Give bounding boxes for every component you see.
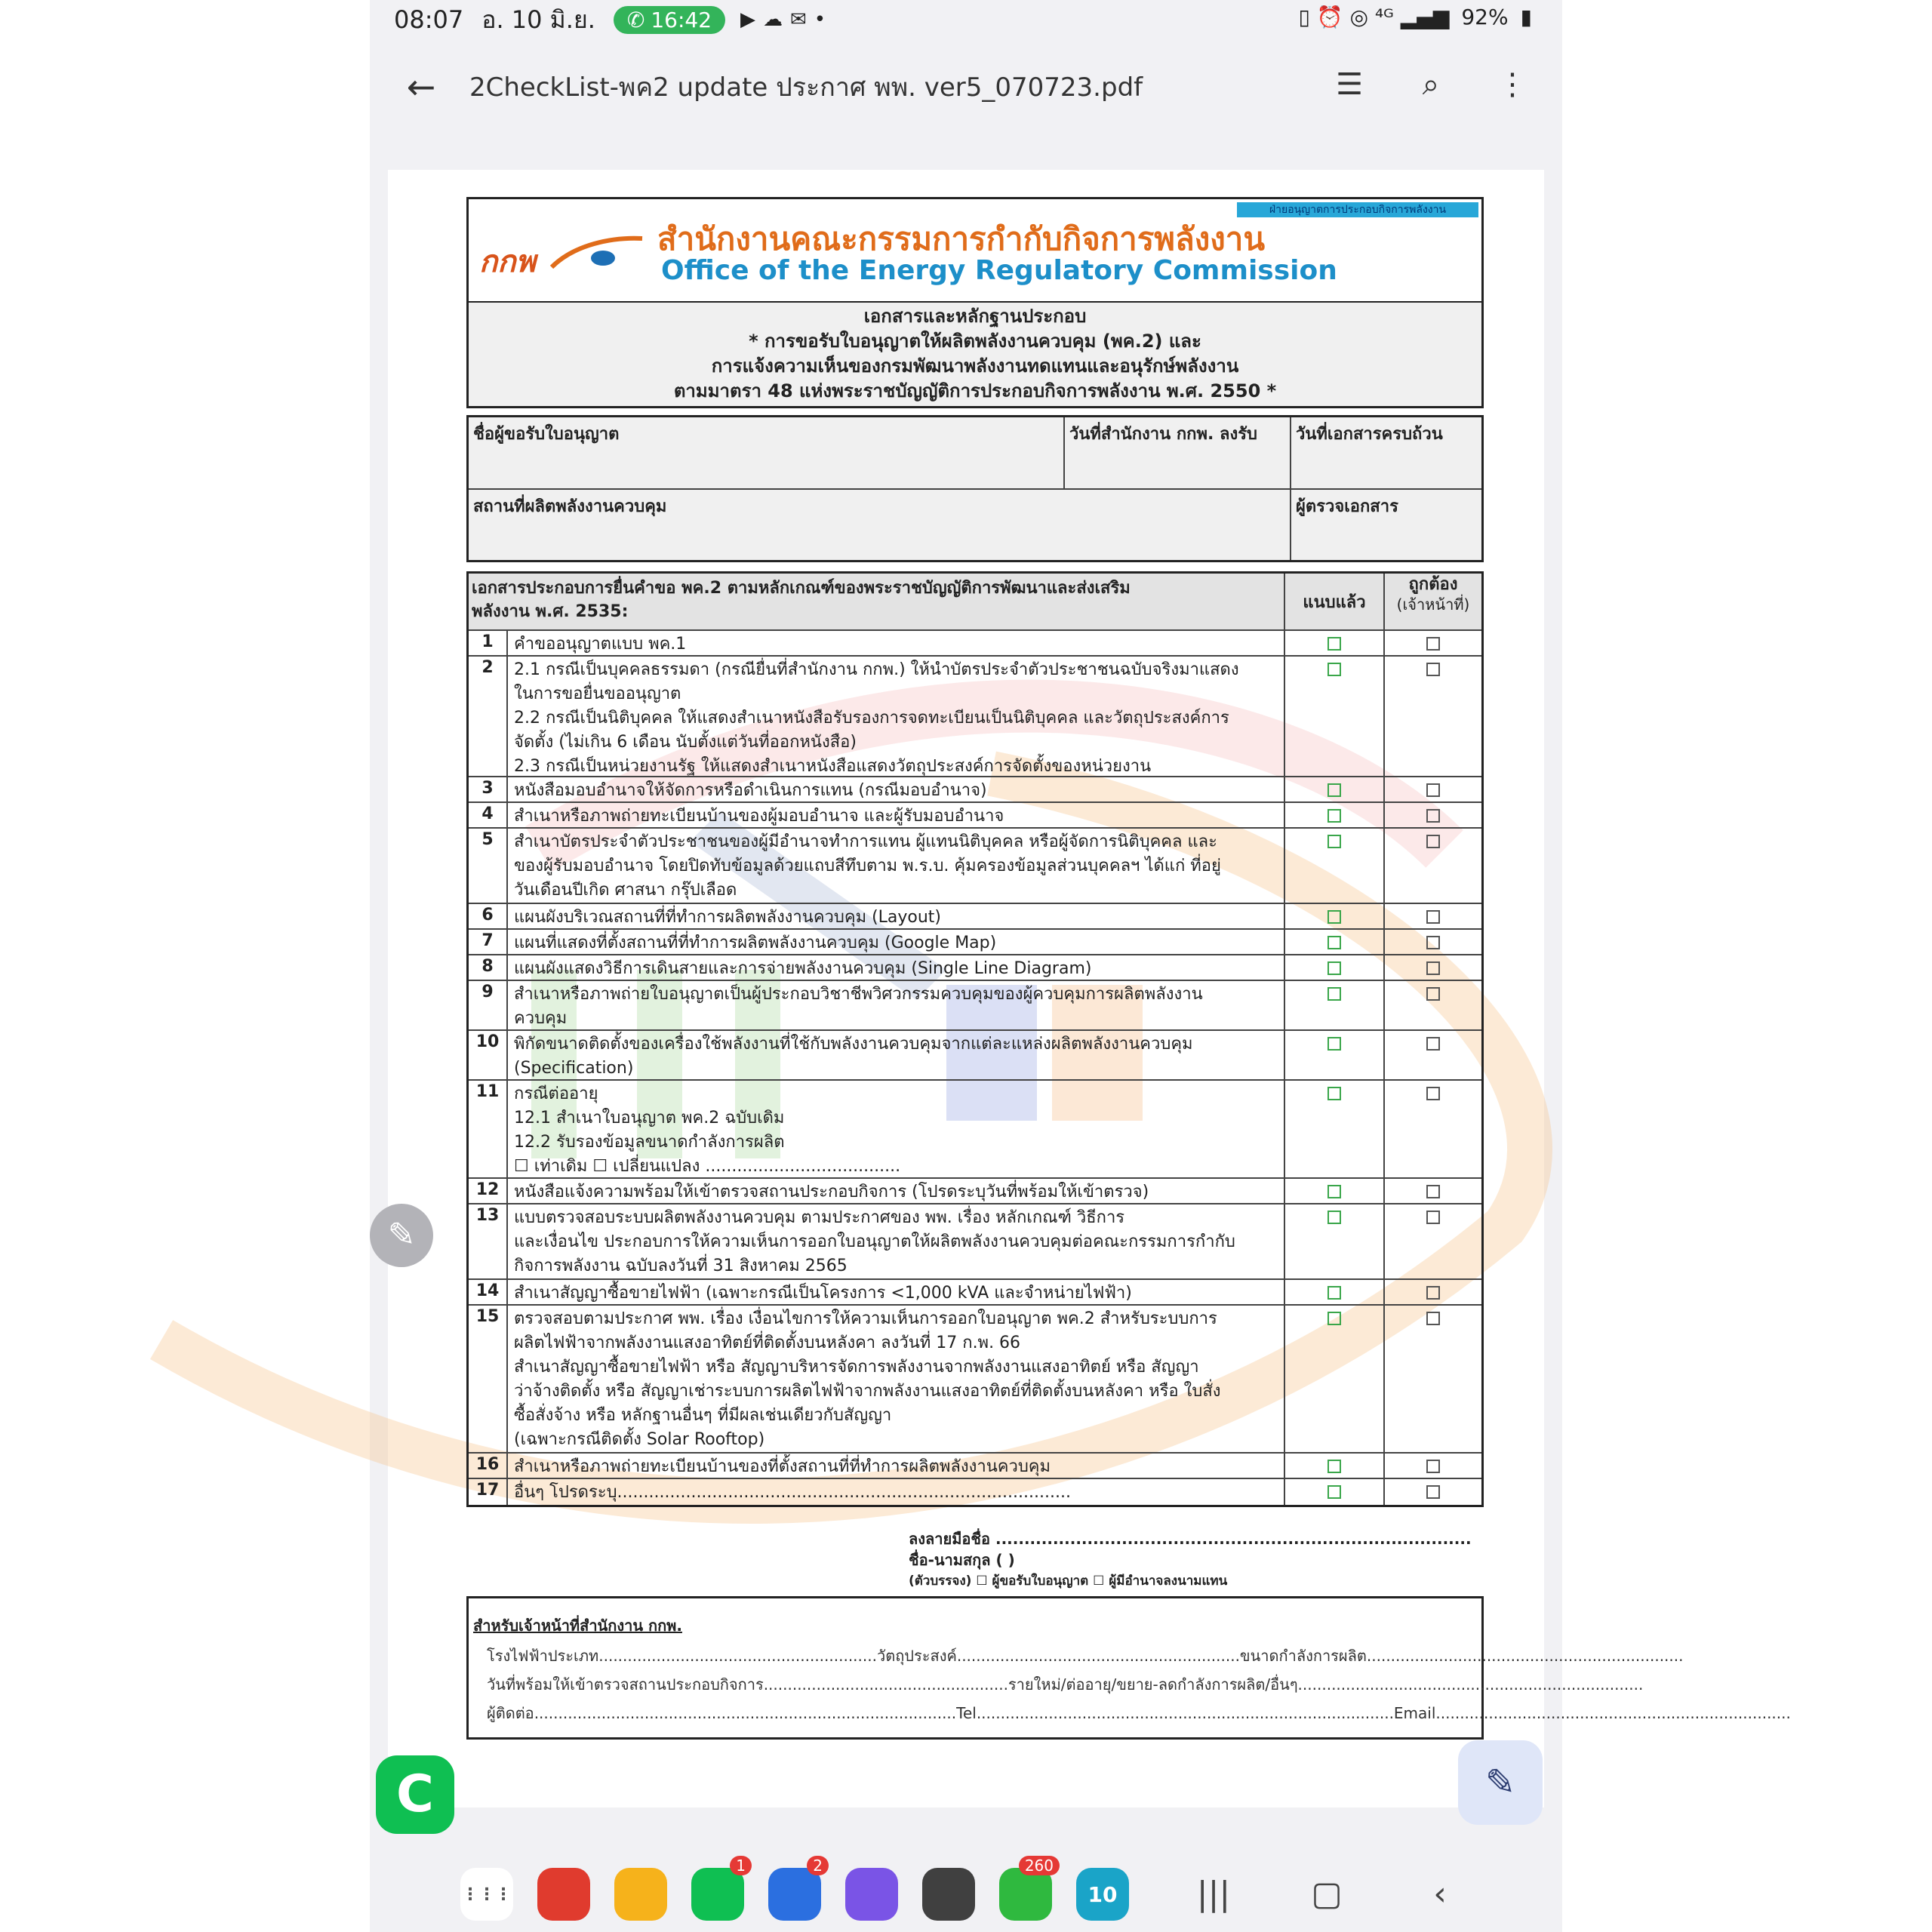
row-number: 3 <box>469 777 508 801</box>
attached-cell <box>1284 955 1383 980</box>
attached-checkbox[interactable] <box>1327 1211 1341 1224</box>
row-description: คำขออนุญาตแบบ พค.1 <box>514 635 687 654</box>
checklist-row <box>469 777 1481 803</box>
camera-app-icon[interactable] <box>922 1868 975 1921</box>
row-description: หนังสือแจ้งความพร้อมให้เข้าตรวจสถานประกอบกิจการ (โปรดระบุวันที่พร้อมให้เข้าตรวจ) <box>514 1183 1149 1201</box>
checklist-row <box>469 829 1481 904</box>
row-number: 6 <box>469 904 508 928</box>
attached-checkbox[interactable] <box>1327 1185 1341 1198</box>
pdf-page[interactable] <box>388 170 1791 1807</box>
role-line: (ตัวบรรจง) ☐ ผู้ขอรับใบอนุญาต ☐ ผู้มีอำนาจลงนามแทน <box>909 1574 1228 1589</box>
attached-checkbox[interactable] <box>1327 1286 1341 1300</box>
correct-checkbox[interactable] <box>1426 961 1440 975</box>
attached-checkbox[interactable] <box>1327 835 1341 848</box>
files-app-icon[interactable] <box>614 1868 667 1921</box>
row-description: กรณีต่ออายุ 12.1 สำเนาใบอนุญาต พค.2 ฉบับเดิม 12.2 รับรองข้อมูลขนาดกำลังการผลิต ☐ เท่าเดิม ☐ เปลี่ยนแปลง ..................................... <box>514 1084 901 1176</box>
more-vert-icon[interactable]: ⋮ <box>1497 67 1527 102</box>
c-app-floating-icon[interactable]: C <box>376 1755 454 1834</box>
row-description: ตรวจสอบตามประกาศ พพ. เรื่อง เงื่อนไขการให้ความเห็นการออกใบอนุญาต พค.2 สำหรับระบบการ ผลิตไฟฟ้าจากพลังงานแสงอาทิตย์ที่ติดตั้งบนหลังคา ลงวันที่ 17 ก.พ. 66 สำเนาสัญญาซื้อขายไฟฟ้า หรือ สัญญาบริหารจัดการพลังงานจากพลังงานแสงอาทิตย์ หรือ สัญญา ว่าจ้างติดตั้ง หรือ สัญญาเช่าระบบการผลิตไฟฟ้าจากพลังงานแสงอาทิตย์ที่ติดตั้งบนหลังคา หรือ ใบสั่ง ซื้อสั่งจ้าง หรือ หลักฐานอื่นๆ ที่มีผลเช่นเดียวกับสัญญา (เฉพาะกรณีติดตั้ง Solar Rooftop) <box>514 1309 1221 1449</box>
document-intro <box>466 303 1484 408</box>
erc-logo: กกพ <box>479 245 536 279</box>
complete-date-field: วันที่เอกสารครบถ้วน <box>1291 417 1481 490</box>
calendar-date: 10 <box>1088 1881 1118 1907</box>
correct-cell <box>1383 1280 1481 1304</box>
row-number: 12 <box>469 1179 508 1203</box>
checklist-row <box>469 1204 1481 1280</box>
status-right <box>1299 5 1532 29</box>
status-date: อ. 10 มิ.ย. <box>481 5 595 34</box>
correct-cell <box>1383 955 1481 980</box>
correct-cell <box>1383 1031 1481 1079</box>
row-description: แผนผังแสดงวิธีการเดินสายและการจ่ายพลังงานควบคุม (Single Line Diagram) <box>514 959 1092 978</box>
status-bar <box>370 0 1562 39</box>
row-number: 11 <box>469 1081 508 1177</box>
correct-checkbox[interactable] <box>1426 1185 1440 1198</box>
attached-checkbox[interactable] <box>1327 1037 1341 1051</box>
correct-cell <box>1383 930 1481 954</box>
correct-checkbox[interactable] <box>1426 1037 1440 1051</box>
attached-cell <box>1284 803 1383 827</box>
calendar-app-icon[interactable] <box>1076 1868 1129 1921</box>
row-number: 2 <box>469 657 508 776</box>
recents-icon[interactable]: ||| <box>1196 1875 1231 1913</box>
correct-cell <box>1383 631 1481 655</box>
attached-cell <box>1284 1280 1383 1304</box>
row-description: อื่นๆ โปรดระบุ...................................................................................... <box>514 1483 1071 1502</box>
dock-apps <box>460 1857 1153 1921</box>
location-field: สถานที่ผลิตพลังงานควบคุม <box>469 490 1291 560</box>
purple-app-icon[interactable] <box>845 1868 898 1921</box>
attached-cell <box>1284 1479 1383 1505</box>
attached-checkbox[interactable] <box>1327 663 1341 676</box>
row-description: แผนที่แสดงที่ตั้งสถานที่ที่ทำการผลิตพลังงานควบคุม (Google Map) <box>514 934 997 952</box>
phone-icon: ✆ <box>626 7 645 32</box>
app-drawer-icon[interactable]: ⋮⋮⋮ <box>460 1868 513 1921</box>
checklist-row <box>469 1454 1481 1479</box>
intro-line: ตามมาตรา 48 แห่งพระราชบัญญัติการประกอบกิจการพลังงาน พ.ศ. 2550 * <box>673 380 1277 401</box>
row-description: แผนผังบริเวณสถานที่ที่ทำการผลิตพลังงานควบคุม (Layout) <box>514 908 942 927</box>
attached-checkbox[interactable] <box>1327 1087 1341 1100</box>
attached-cell <box>1284 1454 1383 1478</box>
row-number: 5 <box>469 829 508 903</box>
attached-checkbox[interactable] <box>1327 936 1341 949</box>
attached-cell <box>1284 1306 1383 1452</box>
checklist-row <box>469 1280 1481 1306</box>
header-ribbon: ฝ่ายอนุญาตการประกอบกิจการพลังงาน <box>1237 202 1478 217</box>
reviewer-field: ผู้ตรวจเอกสาร <box>1296 497 1398 516</box>
correct-cell <box>1383 1479 1481 1505</box>
document-header <box>466 197 1484 303</box>
intro-line: เอกสารและหลักฐานประกอบ <box>863 306 1087 327</box>
attached-checkbox[interactable] <box>1327 809 1341 823</box>
correct-cell <box>1383 803 1481 827</box>
officer-line: ผู้ติดต่อ........................................................................................Tel.......................................................................................Email.......................................................................... <box>487 1704 1791 1722</box>
notification-badge: 1 <box>730 1856 752 1875</box>
correct-cell <box>1383 981 1481 1029</box>
officer-line: วันที่พร้อมให้เข้าตรวจสถานประกอบกิจการ...................................................รายใหม่/ต่ออายุ/ขยาย-ลดกำลังการผลิต/อื่นๆ........................................................................ <box>487 1675 1644 1694</box>
checklist-row <box>469 631 1481 657</box>
correct-cell <box>1383 829 1481 903</box>
checklist-row <box>469 1081 1481 1179</box>
correct-label: ถูกต้อง <box>1408 575 1458 594</box>
notification-icons: ▶☁✉• <box>740 8 834 31</box>
correct-cell <box>1383 904 1481 928</box>
messages-app-icon[interactable] <box>768 1857 823 1921</box>
row-number: 17 <box>469 1479 508 1505</box>
correct-cell <box>1383 1454 1481 1478</box>
attached-checkbox[interactable] <box>1327 987 1341 1001</box>
applicant-name-field: ชื่อผู้ขอรับใบอนุญาต <box>469 417 1065 490</box>
officer-line: โรงไฟฟ้าประเภท..........................................................วัตถุประสงค์...........................................................ขนาดกำลังการผลิต.................................................................. <box>487 1647 1684 1665</box>
attached-cell <box>1284 930 1383 954</box>
back-nav-icon[interactable]: ‹ <box>1433 1875 1447 1913</box>
row-number: 4 <box>469 803 508 827</box>
correct-checkbox[interactable] <box>1426 936 1440 949</box>
checklist-row <box>469 1306 1481 1454</box>
checklist-rows <box>469 631 1481 1505</box>
row-number: 7 <box>469 930 508 954</box>
row-number: 13 <box>469 1204 508 1278</box>
correct-checkbox[interactable] <box>1426 910 1440 924</box>
correct-checkbox[interactable] <box>1426 1312 1440 1325</box>
checklist-row <box>469 904 1481 930</box>
checklist-row <box>469 981 1481 1031</box>
home-icon[interactable]: ▢ <box>1311 1875 1343 1913</box>
find-in-document-icon[interactable]: ⌕ <box>1422 67 1440 102</box>
attached-cell <box>1284 1204 1383 1278</box>
correct-cell <box>1383 1081 1481 1177</box>
row-number: 1 <box>469 631 508 655</box>
correct-cell <box>1383 1204 1481 1278</box>
attached-cell <box>1284 904 1383 928</box>
intro-line: การแจ้งความเห็นของกรมพัฒนาพลังงานทดแทนและอนุรักษ์พลังงาน <box>711 355 1239 377</box>
applicant-info-table <box>466 415 1484 562</box>
signature-block <box>909 1528 1472 1592</box>
row-number: 16 <box>469 1454 508 1478</box>
row-description: สำเนาหรือภาพถ่ายทะเบียนบ้านของผู้มอบอำนาจ และผู้รับมอบอำนาจ <box>514 807 1004 826</box>
row-description: พิกัดขนาดติดตั้งของเครื่องใช้พลังงานที่ใช้กับพลังงานควบคุมจากแต่ละแหล่งผลิตพลังงานควบคุม (Specification) <box>514 1035 1193 1078</box>
attached-checkbox[interactable] <box>1327 1460 1341 1473</box>
document-checklist-table <box>466 571 1484 1507</box>
attached-checkbox[interactable] <box>1327 783 1341 797</box>
line-app-icon[interactable] <box>999 1857 1054 1921</box>
status-time: 08:07 <box>394 5 464 34</box>
officer-section <box>466 1596 1791 1740</box>
attached-checkbox[interactable] <box>1327 910 1341 924</box>
correct-checkbox[interactable] <box>1426 809 1440 823</box>
correct-checkbox[interactable] <box>1426 637 1440 651</box>
taskbar-dock <box>370 1857 1562 1932</box>
correct-cell <box>1383 657 1481 776</box>
checklist-row <box>469 1479 1481 1505</box>
attached-cell <box>1284 981 1383 1029</box>
row-number: 9 <box>469 981 508 1029</box>
comments-icon[interactable]: ☰ <box>1336 67 1363 102</box>
org-name-thai: สำนักงานคณะกรรมการกำกับกิจการพลังงาน <box>657 220 1266 257</box>
correct-checkbox[interactable] <box>1426 987 1440 1001</box>
ongoing-call-chip[interactable] <box>614 6 725 34</box>
correct-column-header <box>1383 574 1481 629</box>
checklist-header-desc: เอกสารประกอบการยื่นคำขอ พค.2 ตามหลักเกณฑ์ของพระราชบัญญัติการพัฒนาและส่งเสริม พลังงาน พ.ศ. 2535: <box>472 579 1131 621</box>
call-timer: 16:42 <box>651 7 712 32</box>
annotate-pen-icon[interactable]: ✎ <box>1458 1740 1543 1825</box>
signal-icons: ▯ ⏰ ◎ ⁴ᴳ ▂▄▆ <box>1298 5 1450 29</box>
intro-line: * การขอรับใบอนุญาตให้ผลิตพลังงานควบคุม (พค.2) และ <box>749 331 1201 352</box>
row-number: 15 <box>469 1306 508 1452</box>
row-description: 2.1 กรณีเป็นบุคคลธรรมดา (กรณียื่นที่สำนักงาน กกพ.) ให้นำบัตรประจำตัวประชาชนฉบับจริงมาแสดง ในการขอยื่นขออนุญาต 2.2 กรณีเป็นนิติบุคคล ให้แสดงสำเนาหนังสือรับรองการจดทะเบียนเป็นนิติบุคคล และวัตถุประสงค์การ จัดตั้ง (ไม่เกิน 6 เดือน นับตั้งแต่วันที่ออกหนังสือ) 2.3 กรณีเป็นหน่วยงานรัฐ ให้แสดงสำเนาหนังสือแสดงวัตถุประสงค์การจัดตั้งของหน่วยงาน <box>514 660 1239 776</box>
checklist-row <box>469 930 1481 955</box>
document-title: 2CheckList-พค2 update ประกาศ พพ. ver5_070723.pdf <box>469 72 1143 103</box>
row-number: 14 <box>469 1280 508 1304</box>
received-date-field: วันที่สำนักงาน กกพ. ลงรับ <box>1065 417 1291 490</box>
app-bar-actions <box>1330 65 1532 104</box>
battery-icon: ▮ <box>1520 5 1532 29</box>
checklist-row <box>469 955 1481 981</box>
attached-cell <box>1284 829 1383 903</box>
row-description: สำเนาหรือภาพถ่ายใบอนุญาตเป็นผู้ประกอบวิชาชีพวิศวกรรมควบคุมของผู้ควบคุมการผลิตพลังงาน ควบคุม <box>514 985 1203 1028</box>
correct-cell <box>1383 777 1481 801</box>
officer-title: สำหรับเจ้าหน้าที่สำนักงาน กกพ. <box>473 1617 682 1635</box>
back-arrow-icon[interactable]: ← <box>406 66 436 107</box>
attached-checkbox[interactable] <box>1327 637 1341 651</box>
correct-checkbox[interactable] <box>1426 1460 1440 1473</box>
correct-checkbox[interactable] <box>1426 1485 1440 1499</box>
row-description: หนังสือมอบอำนาจให้จัดการหรือดำเนินการแทน (กรณีมอบอำนาจ) <box>514 781 987 800</box>
attached-cell <box>1284 777 1383 801</box>
checklist-row <box>469 1179 1481 1204</box>
row-number: 10 <box>469 1031 508 1079</box>
org-name-english: Office of the Energy Regulatory Commission <box>661 255 1337 286</box>
attached-checkbox[interactable] <box>1327 961 1341 975</box>
c-app-icon[interactable] <box>691 1857 746 1921</box>
attached-checkbox[interactable] <box>1327 1312 1341 1325</box>
correct-cell <box>1383 1179 1481 1203</box>
correct-checkbox[interactable] <box>1426 1087 1440 1100</box>
edit-icon[interactable]: ✎ <box>370 1204 433 1267</box>
row-description: แบบตรวจสอบระบบผลิตพลังงานควบคุม ตามประกาศของ พพ. เรื่อง หลักเกณฑ์ วิธีการ และเงื่อนไข ประกอบการให้ความเห็นการออกใบอนุญาตให้ผลิตพลังงานควบคุมต่อคณะกรรมการกำกับ กิจการพลังงาน ฉบับลงวันที่ 31 สิงหาคม 2565 <box>514 1208 1235 1275</box>
row-description: สำเนาสัญญาซื้อขายไฟฟ้า (เฉพาะกรณีเป็นโครงการ <1,000 kVA และจำหน่ายไฟฟ้า) <box>514 1284 1132 1303</box>
battery-level: 92% <box>1461 5 1509 29</box>
attached-cell <box>1284 657 1383 776</box>
attached-cell <box>1284 1031 1383 1079</box>
checklist-row <box>469 657 1481 777</box>
checklist-row <box>469 1031 1481 1081</box>
correct-cell <box>1383 1306 1481 1452</box>
app-bar <box>370 45 1562 128</box>
attached-checkbox[interactable] <box>1327 1485 1341 1499</box>
correct-checkbox[interactable] <box>1426 783 1440 797</box>
notification-badge: 260 <box>1019 1856 1060 1875</box>
attached-column-header: แนบแล้ว <box>1284 574 1383 629</box>
checklist-header-row <box>469 574 1481 631</box>
notification-badge: 2 <box>807 1856 829 1875</box>
correct-checkbox[interactable] <box>1426 835 1440 848</box>
checklist-row <box>469 803 1481 829</box>
row-description: สำเนาบัตรประจำตัวประชาชนของผู้มีอำนาจทำการแทน ผู้แทนนิติบุคคล หรือผู้จัดการนิติบุคคล และ ของผู้รับมอบอำนาจ โดยปิดทับข้อมูลด้วยแถบสีทึบตาม พ.ร.บ. คุ้มครองข้อมูลส่วนบุคคลฯ ได้แก่ ที่อยู่ วันเดือนปีเกิด ศาสนา กรุ๊ปเลือด <box>514 832 1221 900</box>
red-app-icon[interactable] <box>537 1868 590 1921</box>
attached-cell <box>1284 1179 1383 1203</box>
correct-checkbox[interactable] <box>1426 1286 1440 1300</box>
attached-cell <box>1284 1081 1383 1177</box>
signature-line: ลงลายมือชื่อ ................................................................................... <box>909 1530 1472 1548</box>
row-description: สำเนาหรือภาพถ่ายทะเบียนบ้านของที่ตั้งสถานที่ที่ทำการผลิตพลังงานควบคุม <box>514 1457 1051 1476</box>
row-number: 8 <box>469 955 508 980</box>
erc-logo-swoosh-icon <box>544 229 650 275</box>
phone-screen <box>370 0 1791 1932</box>
correct-checkbox[interactable] <box>1426 1211 1440 1224</box>
attached-cell <box>1284 631 1383 655</box>
name-line: ชื่อ-นามสกุล ( ) <box>909 1551 1015 1569</box>
correct-checkbox[interactable] <box>1426 663 1440 676</box>
correct-sublabel: (เจ้าหน้าที่) <box>1396 595 1470 614</box>
